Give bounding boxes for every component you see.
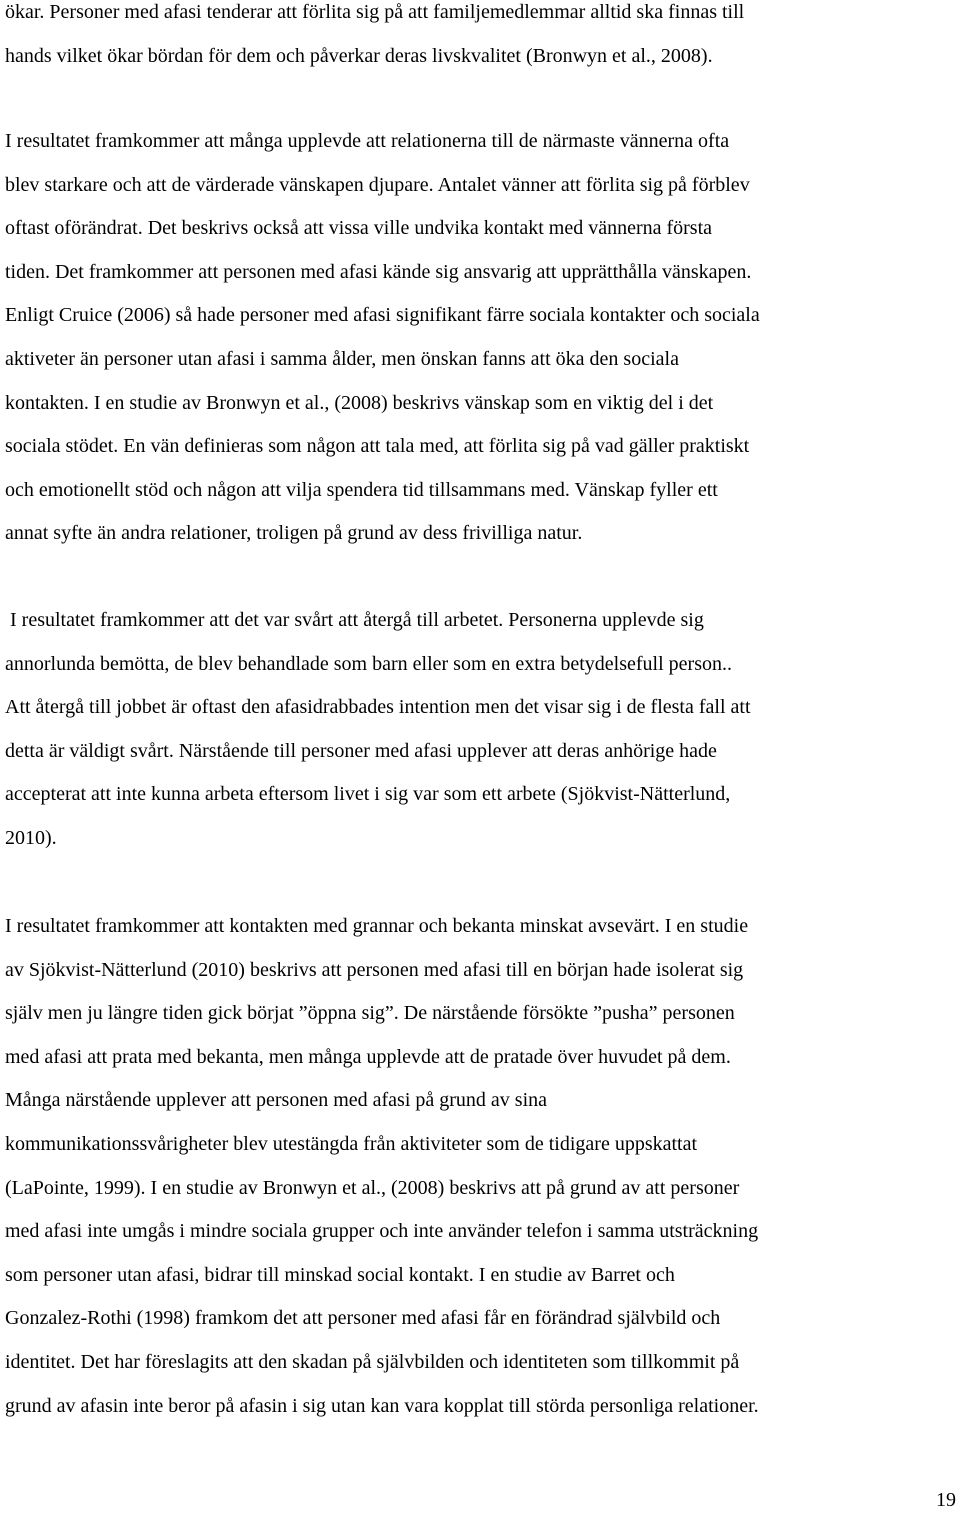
text-line: Enligt Cruice (2006) så hade personer med afasi signifikant färre sociala kontakter och sociala [5,304,760,327]
text-line: accepterat att inte kunna arbeta eftersom livet i sig var som ett arbete (Sjökvist-Nätterlund, [5,783,731,806]
text-line: kontakten. I en studie av Bronwyn et al., (2008) beskrivs vänskap som en viktig del i det [5,391,714,414]
text-line: som personer utan afasi, bidrar till minskad social kontakt. I en studie av Barret och [5,1263,675,1286]
text-line: Gonzalez-Rothi (1998) framkom det att personer med afasi får en förändrad självbild och [5,1307,721,1330]
paragraph-3 [5,599,960,861]
text-line: själv men ju längre tiden gick börjat ”öppna sig”. De närstående försökte ”pusha” personen [5,1002,735,1025]
text-line: blev starkare och att de värderade vänskapen djupare. Antalet vänner att förlita sig på förblev [5,173,750,196]
text-line: identitet. Det har föreslagits att den skadan på självbilden och identiteten som tillkommit på [5,1350,740,1373]
text-line: och emotionellt stöd och någon att vilja spendera tid tillsammans med. Vänskap fyller ett [5,478,718,501]
text-line: I resultatet framkommer att många upplevde att relationerna till de närmaste vännerna ofta [5,130,730,152]
text-line: med afasi att prata med bekanta, men många upplevde att de pratade över huvudet på dem. [5,1045,731,1068]
paragraph-4 [5,905,960,1428]
text-line: annorlunda bemötta, de blev behandlade som barn eller som en extra betydelsefull person.. [5,652,732,675]
text-line: sociala stödet. En vän definieras som någon att tala med, att förlita sig på vad gäller praktiskt [5,435,750,458]
page-number: 19 [936,1489,956,1511]
text-line: detta är väldigt svårt. Närstående till personer med afasi upplever att deras anhörige hade [5,739,717,762]
text-line: ökar. Personer med afasi tenderar att förlita sig på att familjemedlemmar alltid ska finnas till [5,1,745,23]
text-line: (LaPointe, 1999). I en studie av Bronwyn et al., (2008) beskrivs att på grund av att personer [5,1176,740,1199]
text-line: med afasi inte umgås i mindre sociala grupper och inte använder telefon i samma utsträckning [5,1220,759,1243]
text-line: grund av afasin inte beror på afasin i sig utan kan vara kopplat till störda personliga relationer. [5,1394,759,1417]
text-line: tiden. Det framkommer att personen med afasi kände sig ansvarig att upprätthålla vänskapen. [5,260,752,283]
text-line: Många närstående upplever att personen med afasi på grund av sina [5,1089,548,1112]
paragraph-2 [5,120,960,556]
text-line: 2010). [5,826,57,849]
text-line: kommunikationssvårigheter blev utestängda från aktiviteter som de tidigare uppskattat [5,1132,698,1155]
text-line: aktiveter än personer utan afasi i samma ålder, men önskan fanns att öka den sociala [5,347,679,370]
text-line: I resultatet framkommer att det var svårt att återgå till arbetet. Personerna upplevde sig [5,609,704,631]
text-line: annat syfte än andra relationer, troligen på grund av dess frivilliga natur. [5,522,583,545]
text-line: oftast oförändrat. Det beskrivs också att vissa ville undvika kontakt med vännerna första [5,217,713,240]
text-line: hands vilket ökar bördan för dem och påverkar deras livskvalitet (Bronwyn et al., 2008). [5,44,713,67]
paragraph-1 [5,0,960,78]
text-line: Att återgå till jobbet är oftast den afasidrabbades intention men det visar sig i de flesta fall att [5,696,751,719]
text-line: I resultatet framkommer att kontakten med grannar och bekanta minskat avsevärt. I en studie [5,915,749,937]
text-line: av Sjökvist-Nätterlund (2010) beskrivs att personen med afasi till en början hade isolerat sig [5,958,744,981]
